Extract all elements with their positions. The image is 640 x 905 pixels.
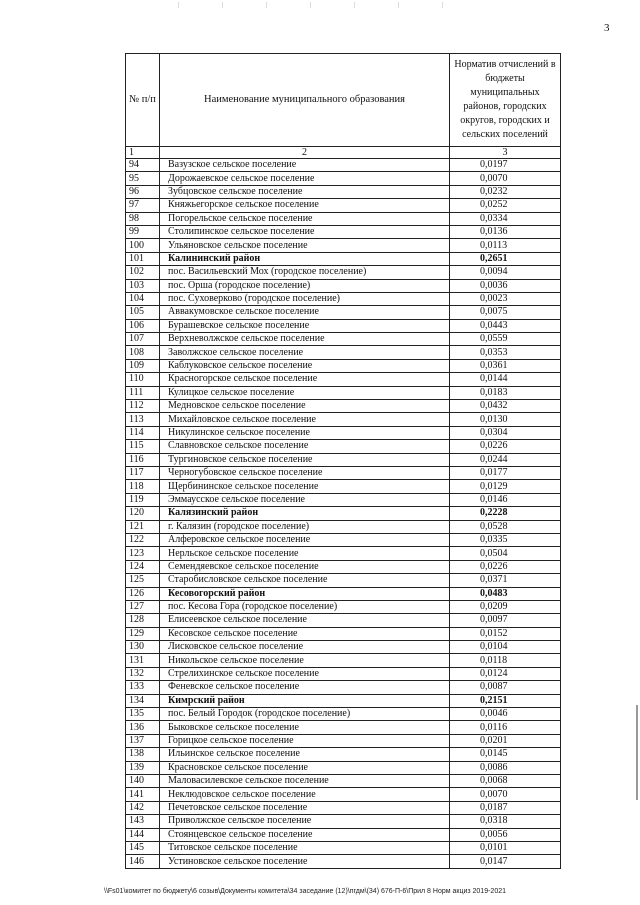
row-name: Стоянцевское сельское поселение [160, 828, 450, 841]
row-value: 0,0252 [450, 199, 561, 212]
row-number: 141 [126, 788, 160, 801]
table-row [126, 172, 561, 185]
table-row [126, 788, 561, 801]
table-row [126, 185, 561, 198]
row-number: 111 [126, 386, 160, 399]
column-index-row [126, 147, 561, 159]
row-name: Устиновское сельское поселение [160, 855, 450, 868]
row-value: 0,2651 [450, 252, 561, 265]
row-value: 0,0371 [450, 574, 561, 587]
column-index-2: 2 [160, 147, 450, 159]
row-name: Бурашевское сельское поселение [160, 319, 450, 332]
row-name: Неклюдовское сельское поселение [160, 788, 450, 801]
row-name: Никольское сельское поселение [160, 654, 450, 667]
table-row [126, 721, 561, 734]
row-value: 0,0070 [450, 172, 561, 185]
row-value: 0,0528 [450, 520, 561, 533]
table-row [126, 440, 561, 453]
table-row [126, 279, 561, 292]
row-value: 0,0146 [450, 493, 561, 506]
table-row [126, 386, 561, 399]
row-number: 103 [126, 279, 160, 292]
column-index-1: 1 [126, 147, 160, 159]
row-name: Кимрский район [160, 694, 450, 707]
row-name: Ильинское сельское поселение [160, 748, 450, 761]
row-name: Красногорское сельское поселение [160, 373, 450, 386]
row-number: 140 [126, 774, 160, 787]
row-name: Вазузское сельское поселение [160, 159, 450, 172]
file-path-footer: \\Fs01\комитет по бюджету\6 созыв\Документы комитета\34 заседание (12)\пгдм\(34) 676-П-6\Прил 8 Норм акциз 2019-2021 [104, 888, 506, 895]
scan-noise [160, 2, 460, 8]
table-row [126, 667, 561, 680]
row-number: 127 [126, 600, 160, 613]
row-number: 130 [126, 641, 160, 654]
row-name: пос. Васильевский Мох (городское поселение) [160, 266, 450, 279]
row-number: 119 [126, 493, 160, 506]
row-name: Заволжское сельское поселение [160, 346, 450, 359]
row-value: 0,0046 [450, 708, 561, 721]
row-name: Эммаусское сельское поселение [160, 493, 450, 506]
row-name: Приволжское сельское поселение [160, 815, 450, 828]
row-name: Семендяевское сельское поселение [160, 560, 450, 573]
row-name: Зубцовское сельское поселение [160, 185, 450, 198]
row-name: Старобисловское сельское поселение [160, 574, 450, 587]
row-number: 142 [126, 801, 160, 814]
table-row [126, 159, 561, 172]
row-value: 0,0304 [450, 426, 561, 439]
table-row [126, 774, 561, 787]
row-number: 135 [126, 708, 160, 721]
table-row [126, 734, 561, 747]
header-value: Норматив отчислений в бюджеты муниципальных районов, городских округов, городских и сельских поселений [450, 54, 561, 147]
row-value: 0,0101 [450, 841, 561, 854]
row-name: Кулицкое сельское поселение [160, 386, 450, 399]
row-value: 0,0086 [450, 761, 561, 774]
row-value: 0,0559 [450, 333, 561, 346]
row-name: пос. Белый Городок (городское поселение) [160, 708, 450, 721]
row-value: 0,0226 [450, 440, 561, 453]
row-value: 0,0144 [450, 373, 561, 386]
row-number: 143 [126, 815, 160, 828]
row-value: 0,0036 [450, 279, 561, 292]
table-row [126, 708, 561, 721]
row-name: Кесовогорский район [160, 587, 450, 600]
row-number: 97 [126, 199, 160, 212]
table-row-district [126, 507, 561, 520]
row-number: 126 [126, 587, 160, 600]
table-row [126, 547, 561, 560]
row-name: Нерльское сельское поселение [160, 547, 450, 560]
row-name: Столипинское сельское поселение [160, 225, 450, 238]
row-number: 110 [126, 373, 160, 386]
row-name: Тургиновское сельское поселение [160, 453, 450, 466]
table-row [126, 761, 561, 774]
row-name: пос. Орша (городское поселение) [160, 279, 450, 292]
table-row [126, 654, 561, 667]
table-row-district [126, 587, 561, 600]
table-row [126, 841, 561, 854]
table-row [126, 426, 561, 439]
table-row [126, 333, 561, 346]
header-name: Наименование муниципального образования [160, 54, 450, 147]
row-value: 0,0504 [450, 547, 561, 560]
row-value: 0,0023 [450, 292, 561, 305]
row-number: 132 [126, 667, 160, 680]
row-value: 0,0147 [450, 855, 561, 868]
row-number: 134 [126, 694, 160, 707]
column-index-3: 3 [450, 147, 561, 159]
page-number: 3 [604, 22, 610, 34]
table-row [126, 212, 561, 225]
row-number: 113 [126, 413, 160, 426]
row-name: Ульяновское сельское поселение [160, 239, 450, 252]
row-value: 0,0129 [450, 480, 561, 493]
row-value: 0,0177 [450, 466, 561, 479]
row-value: 0,0209 [450, 600, 561, 613]
row-value: 0,0443 [450, 319, 561, 332]
row-name: Елисеевское сельское поселение [160, 614, 450, 627]
row-number: 104 [126, 292, 160, 305]
row-name: Калязинский район [160, 507, 450, 520]
row-number: 139 [126, 761, 160, 774]
row-number: 124 [126, 560, 160, 573]
row-number: 108 [126, 346, 160, 359]
table-row [126, 520, 561, 533]
table-row [126, 466, 561, 479]
row-value: 0,0087 [450, 681, 561, 694]
row-name: Маловасилевское сельское поселение [160, 774, 450, 787]
row-number: 137 [126, 734, 160, 747]
row-value: 0,0334 [450, 212, 561, 225]
row-value: 0,0136 [450, 225, 561, 238]
row-number: 117 [126, 466, 160, 479]
row-name: Михайловское сельское поселение [160, 413, 450, 426]
table-row [126, 413, 561, 426]
row-name: Калининский район [160, 252, 450, 265]
row-name: Щербининское сельское поселение [160, 480, 450, 493]
table-row [126, 292, 561, 305]
row-value: 0,0318 [450, 815, 561, 828]
row-number: 144 [126, 828, 160, 841]
table-row [126, 400, 561, 413]
row-name: Верхневолжское сельское поселение [160, 333, 450, 346]
row-number: 120 [126, 507, 160, 520]
row-name: Аввакумовское сельское поселение [160, 306, 450, 319]
row-value: 0,0226 [450, 560, 561, 573]
row-number: 133 [126, 681, 160, 694]
table-row [126, 319, 561, 332]
table-row [126, 560, 561, 573]
row-name: Лисковское сельское поселение [160, 641, 450, 654]
row-name: Черногубовское сельское поселение [160, 466, 450, 479]
row-name: Стрелихинское сельское поселение [160, 667, 450, 680]
table-row [126, 533, 561, 546]
row-name: Княжьегорское сельское поселение [160, 199, 450, 212]
row-number: 115 [126, 440, 160, 453]
table-row [126, 641, 561, 654]
row-value: 0,0483 [450, 587, 561, 600]
table-row [126, 453, 561, 466]
table-row [126, 681, 561, 694]
table-row-district [126, 694, 561, 707]
row-value: 0,0145 [450, 748, 561, 761]
row-value: 0,2151 [450, 694, 561, 707]
table-row [126, 373, 561, 386]
row-number: 94 [126, 159, 160, 172]
row-value: 0,0070 [450, 788, 561, 801]
row-number: 99 [126, 225, 160, 238]
row-value: 0,0130 [450, 413, 561, 426]
row-value: 0,0232 [450, 185, 561, 198]
row-name: Горицкое сельское поселение [160, 734, 450, 747]
row-value: 0,0104 [450, 641, 561, 654]
row-value: 0,0244 [450, 453, 561, 466]
row-name: Кесовское сельское поселение [160, 627, 450, 640]
table-row [126, 493, 561, 506]
table-row [126, 614, 561, 627]
row-number: 102 [126, 266, 160, 279]
row-name: пос. Суховерково (городское поселение) [160, 292, 450, 305]
row-value: 0,0152 [450, 627, 561, 640]
table-row [126, 801, 561, 814]
table-row [126, 225, 561, 238]
row-name: Быковское сельское поселение [160, 721, 450, 734]
table-row [126, 346, 561, 359]
row-value: 0,0124 [450, 667, 561, 680]
row-name: Феневское сельское поселение [160, 681, 450, 694]
row-number: 105 [126, 306, 160, 319]
row-number: 131 [126, 654, 160, 667]
row-number: 125 [126, 574, 160, 587]
row-value: 0,0361 [450, 359, 561, 372]
table-row [126, 627, 561, 640]
row-name: Каблуковское сельское поселение [160, 359, 450, 372]
row-value: 0,0116 [450, 721, 561, 734]
row-value: 0,0201 [450, 734, 561, 747]
scan-edge-mark [636, 705, 638, 800]
row-name: Дорожаевское сельское поселение [160, 172, 450, 185]
row-value: 0,0097 [450, 614, 561, 627]
row-number: 118 [126, 480, 160, 493]
row-value: 0,2228 [450, 507, 561, 520]
header-num: № п/п [126, 54, 160, 147]
table-body [126, 159, 561, 869]
row-number: 146 [126, 855, 160, 868]
row-value: 0,0068 [450, 774, 561, 787]
row-number: 112 [126, 400, 160, 413]
row-name: Красновское сельское поселение [160, 761, 450, 774]
row-value: 0,0432 [450, 400, 561, 413]
row-value: 0,0183 [450, 386, 561, 399]
table-row [126, 199, 561, 212]
table-row [126, 239, 561, 252]
row-number: 109 [126, 359, 160, 372]
row-value: 0,0118 [450, 654, 561, 667]
row-name: Печетовское сельское поселение [160, 801, 450, 814]
row-name: Алферовское сельское поселение [160, 533, 450, 546]
table-row [126, 855, 561, 868]
row-number: 136 [126, 721, 160, 734]
row-number: 121 [126, 520, 160, 533]
row-number: 116 [126, 453, 160, 466]
table-row-district [126, 252, 561, 265]
row-value: 0,0335 [450, 533, 561, 546]
row-number: 122 [126, 533, 160, 546]
row-name: пос. Кесова Гора (городское поселение) [160, 600, 450, 613]
row-name: Славновское сельское поселение [160, 440, 450, 453]
row-value: 0,0353 [450, 346, 561, 359]
row-number: 100 [126, 239, 160, 252]
table-row [126, 748, 561, 761]
row-number: 106 [126, 319, 160, 332]
table-row [126, 306, 561, 319]
row-value: 0,0197 [450, 159, 561, 172]
row-number: 145 [126, 841, 160, 854]
row-number: 138 [126, 748, 160, 761]
row-number: 98 [126, 212, 160, 225]
table-row [126, 600, 561, 613]
table-row [126, 574, 561, 587]
row-number: 96 [126, 185, 160, 198]
row-value: 0,0075 [450, 306, 561, 319]
row-number: 114 [126, 426, 160, 439]
row-number: 101 [126, 252, 160, 265]
row-number: 107 [126, 333, 160, 346]
row-number: 95 [126, 172, 160, 185]
table-row [126, 828, 561, 841]
row-number: 123 [126, 547, 160, 560]
row-name: Титовское сельское поселение [160, 841, 450, 854]
table-row [126, 480, 561, 493]
table-row [126, 815, 561, 828]
allocation-norms-table [125, 53, 561, 869]
table-row [126, 266, 561, 279]
row-number: 128 [126, 614, 160, 627]
row-value: 0,0056 [450, 828, 561, 841]
table-row [126, 359, 561, 372]
row-name: Медновское сельское поселение [160, 400, 450, 413]
row-value: 0,0094 [450, 266, 561, 279]
row-value: 0,0187 [450, 801, 561, 814]
row-number: 129 [126, 627, 160, 640]
table-header-row [126, 54, 561, 147]
row-name: Погорельское сельское поселение [160, 212, 450, 225]
row-name: Никулинское сельское поселение [160, 426, 450, 439]
row-name: г. Калязин (городское поселение) [160, 520, 450, 533]
row-value: 0,0113 [450, 239, 561, 252]
